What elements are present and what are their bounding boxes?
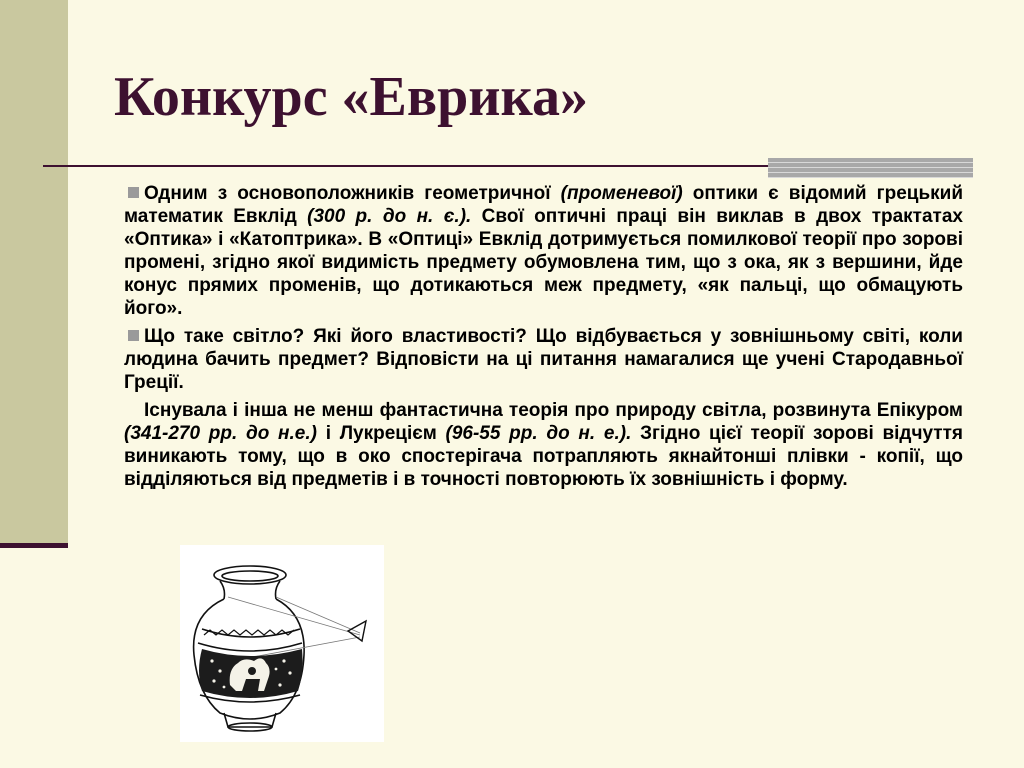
text-run: Існувала і інша не менш фантастична теорія про природу світла, розвинута Епікуром bbox=[144, 400, 963, 421]
amphora-vase-eye-rays-icon bbox=[180, 545, 384, 742]
text-italic: (341-270 рр. до н.е.) bbox=[124, 423, 317, 444]
slide-title: Конкурс «Еврика» bbox=[114, 66, 588, 128]
paragraph-epicurus bbox=[124, 399, 963, 491]
bullet-square-icon bbox=[128, 187, 139, 198]
text-run: Згідно цієї теорії зорові відчуття виникають тому, що в око спостерігача потрапляють якнайтонші плівки - копії, що відділяються від предметів і в точності повторюють їх зовнішність і форму. bbox=[124, 423, 963, 490]
text-run: Одним з основоположників геометричної bbox=[144, 183, 561, 204]
paragraph-euclid bbox=[124, 182, 963, 320]
slide-body bbox=[124, 182, 963, 496]
sidebar-rule bbox=[0, 543, 68, 548]
bullet-square-icon bbox=[128, 330, 139, 341]
text-italic: (променевої) bbox=[560, 183, 683, 204]
text-italic: (96-55 рр. до н. е.). bbox=[445, 423, 632, 444]
paragraph-questions bbox=[124, 325, 963, 394]
amphora-illustration bbox=[180, 545, 384, 742]
title-accent-bar bbox=[768, 158, 973, 178]
text-run: Свої оптичні праці він виклав в двох трактатах «Оптика» і «Катоптрика». В «Оптиці» Евклід дотримується помилкової теорії про зорові промені, згідно якої видимість предмету обумовлена тим, що з ока, як з вершини, йде конус прямих променів, що дотикаються меж предмету, «як пальці, що обмацують його». bbox=[124, 206, 963, 319]
text-italic: (300 р. до н. є.). bbox=[307, 206, 472, 227]
text-run: Що таке світло? Які його властивості? Що відбувається у зовнішньому світі, коли людина бачить предмет? Відповісти на ці питання намагалися ще учені Стародавньої Греції. bbox=[124, 326, 963, 393]
sidebar-decoration bbox=[0, 0, 68, 546]
text-run: і Лукрецієм bbox=[316, 423, 446, 444]
text-run: оптики є відомий грецький математик Евклід bbox=[124, 183, 963, 227]
